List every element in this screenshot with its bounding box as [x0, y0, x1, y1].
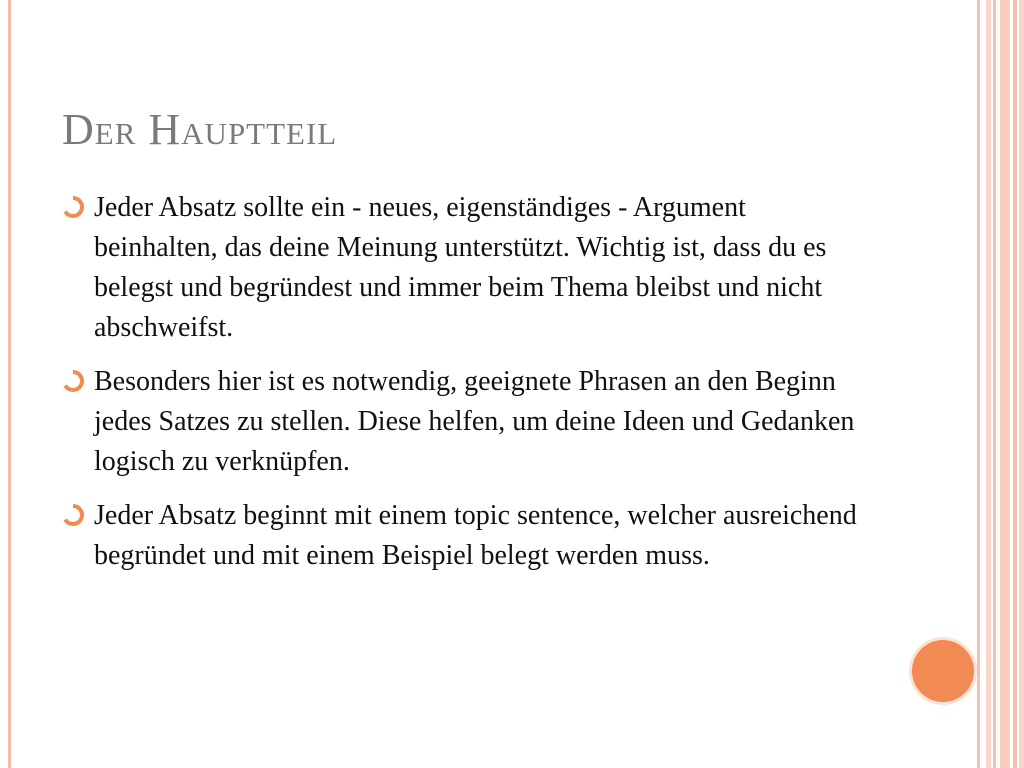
right-decorative-stripe	[977, 0, 980, 768]
ring-bullet-icon	[62, 504, 84, 526]
decorative-circle	[912, 640, 974, 702]
right-decorative-stripe	[993, 0, 996, 768]
bullet-text: Besonders hier ist es notwendig, geeignete Phrasen an den Beginn jedes Satzes zu stellen. Diese helfen, um deine Ideen und Gedanken logisch zu verknüpfen.	[94, 366, 855, 477]
left-decorative-line	[8, 0, 11, 768]
right-decorative-stripe	[1000, 0, 1010, 768]
bullet-list	[62, 188, 862, 590]
bullet-item	[62, 362, 862, 482]
slide-title: Der Hauptteil	[62, 105, 338, 154]
right-decorative-stripe	[1013, 0, 1017, 768]
bullet-text: Jeder Absatz sollte ein - neues, eigenständiges - Argument beinhalten, das deine Meinung unterstützt. Wichtig ist, dass du es belegst und begründest und immer beim Thema bleibst und nicht abschweifst.	[94, 192, 827, 343]
bullet-text: Jeder Absatz beginnt mit einem topic sentence, welcher ausreichend begründet und mit einem Beispiel belegt werden muss.	[94, 500, 857, 571]
bullet-item	[62, 188, 862, 348]
ring-bullet-icon	[62, 370, 84, 392]
right-decorative-stripe	[986, 0, 991, 768]
bullet-item	[62, 496, 862, 576]
right-decorative-stripe	[1019, 0, 1024, 768]
ring-bullet-icon	[62, 196, 84, 218]
